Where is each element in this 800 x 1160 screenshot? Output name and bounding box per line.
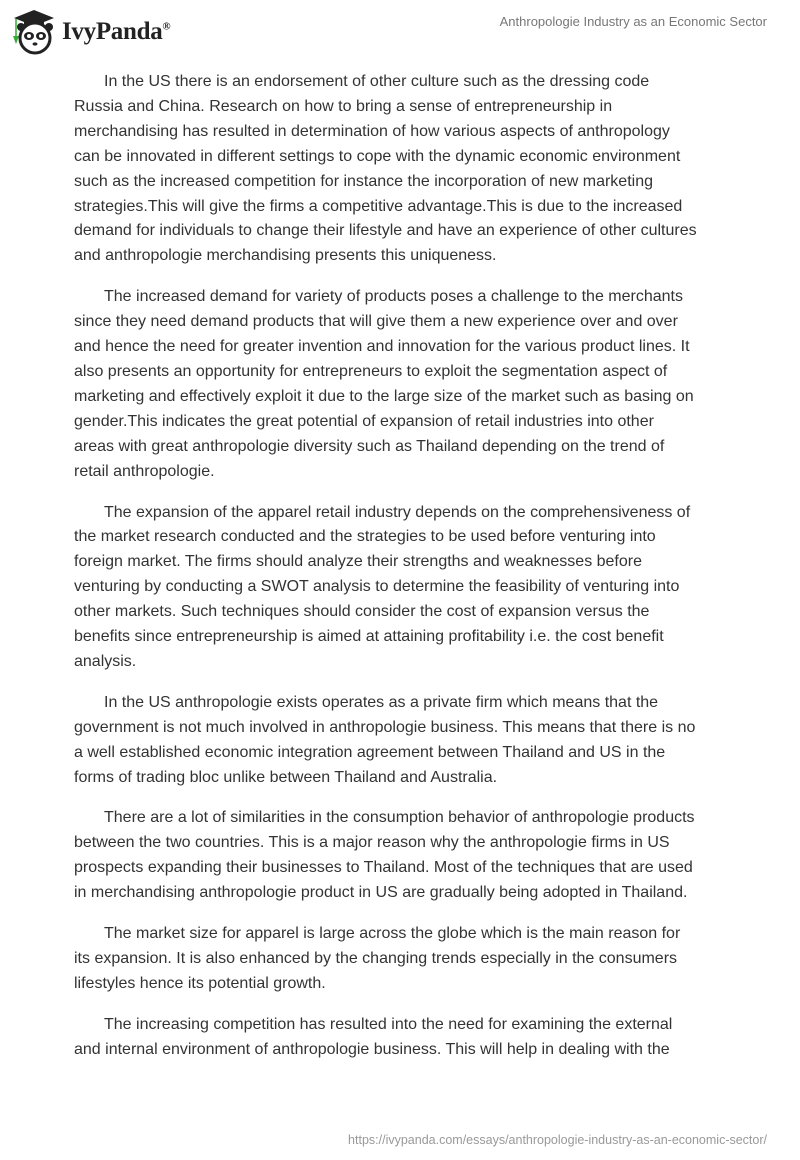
essay-body [74, 70, 754, 1079]
paragraph-line: in merchandising anthropologie product in US are gradually being adopted in Thailand. [74, 884, 688, 902]
paragraph-line: its expansion. It is also enhanced by the changing trends especially in the consumers [74, 950, 678, 967]
paragraph-line: Russia and China. Research on how to bring a sense of entrepreneurship in [74, 97, 613, 115]
paragraph-line: retail anthropologie. [74, 462, 215, 480]
paragraph [74, 70, 754, 269]
paragraph-line: merchandising has resulted in determination of how various aspects of anthropology [74, 122, 670, 140]
paragraph-line: venturing by conducting a SWOT analysis to determine the feasibility of venturing into [74, 578, 680, 596]
paragraph-line: the market research conducted and the strategies to be used before venturing into [74, 528, 656, 546]
paragraph-line: analysis. [74, 652, 137, 670]
paragraph-line: demand for individuals to change their lifestyle and have an experience of other cultures [74, 222, 697, 240]
paragraph [74, 806, 754, 906]
paragraph-line: The market size for apparel is large across the globe which is the main reason for [104, 925, 681, 943]
document-title: Anthropologie Industry as an Economic Sector [499, 14, 767, 29]
paragraph-line: strategies.This will give the firms a competitive advantage.This is due to the increased [74, 197, 683, 215]
paragraph-line: a well established economic integration agreement between Thailand and US in the [74, 743, 666, 761]
paragraph-line: There are a lot of similarities in the consumption behavior of anthropologie products [104, 809, 695, 827]
paragraph-line: other markets. Such techniques should consider the cost of expansion versus the [74, 603, 650, 621]
paragraph-line: since they need demand products that will give them a new experience over and over [74, 313, 678, 331]
paragraph-line: such as the increased competition for instance the incorporation of new marketing [74, 172, 653, 190]
paragraph-line: The expansion of the apparel retail industry depends on the comprehensiveness of [104, 503, 691, 521]
paragraph [74, 501, 754, 675]
panda-graduate-icon [12, 8, 56, 56]
paragraph-line: gender.This indicates the great potential of expansion of retail industries into other [74, 412, 654, 430]
paragraph-line: benefits since entrepreneurship is aimed at attaining profitability i.e. the cost benefit [74, 628, 664, 646]
paragraph [74, 285, 754, 484]
paragraph [74, 1013, 754, 1063]
paragraph-line: The increasing competition has resulted into the need for examining the external [104, 1015, 673, 1033]
paragraph-line: forms of trading bloc unlike between Thailand and Australia. [74, 768, 498, 786]
footer-url[interactable]: https://ivypanda.com/essays/anthropologie-industry-as-an-economic-sector/ [348, 1133, 767, 1147]
paragraph-line: and anthropologie merchandising presents this uniqueness. [74, 247, 497, 265]
paragraph-line: government is not much involved in anthropologie business. This means that there is no [74, 718, 696, 736]
paragraph-line: also presents an opportunity for entrepreneurs to exploit the segmentation aspect of [74, 362, 668, 380]
paragraph-line: can be innovated in different settings to cope with the dynamic economic environment [74, 147, 681, 165]
paragraph [74, 922, 754, 997]
paragraph-line: prospects expanding their businesses to Thailand. Most of the techniques that are used [74, 859, 693, 877]
paragraph-line: and internal environment of anthropologie business. This will help in dealing with the [74, 1040, 670, 1058]
paragraph-line: and hence the need for greater invention and innovation for the various product lines. It [74, 338, 690, 356]
paragraph-line: foreign market. The firms should analyze their strengths and weaknesses before [74, 553, 642, 571]
paragraph-line: In the US anthropologie exists operates as a private firm which means that the [104, 693, 659, 711]
paragraph-line: between the two countries. This is a major reason why the anthropologie firms in US [74, 834, 670, 852]
paragraph-line: lifestyles hence its potential growth. [74, 974, 326, 992]
paragraph [74, 691, 754, 791]
brand-name: IvyPanda® [62, 18, 171, 45]
paragraph-line: In the US there is an endorsement of other culture such as the dressing code [104, 73, 650, 90]
paragraph-line: marketing and effectively exploit it due to the large size of the market such as basing on [74, 387, 694, 405]
ivypanda-logo[interactable] [12, 8, 170, 56]
paragraph-line: The increased demand for variety of products poses a challenge to the merchants [104, 288, 683, 306]
paragraph-line: areas with great anthropologie diversity such as Thailand depending on the trend of [74, 437, 665, 455]
